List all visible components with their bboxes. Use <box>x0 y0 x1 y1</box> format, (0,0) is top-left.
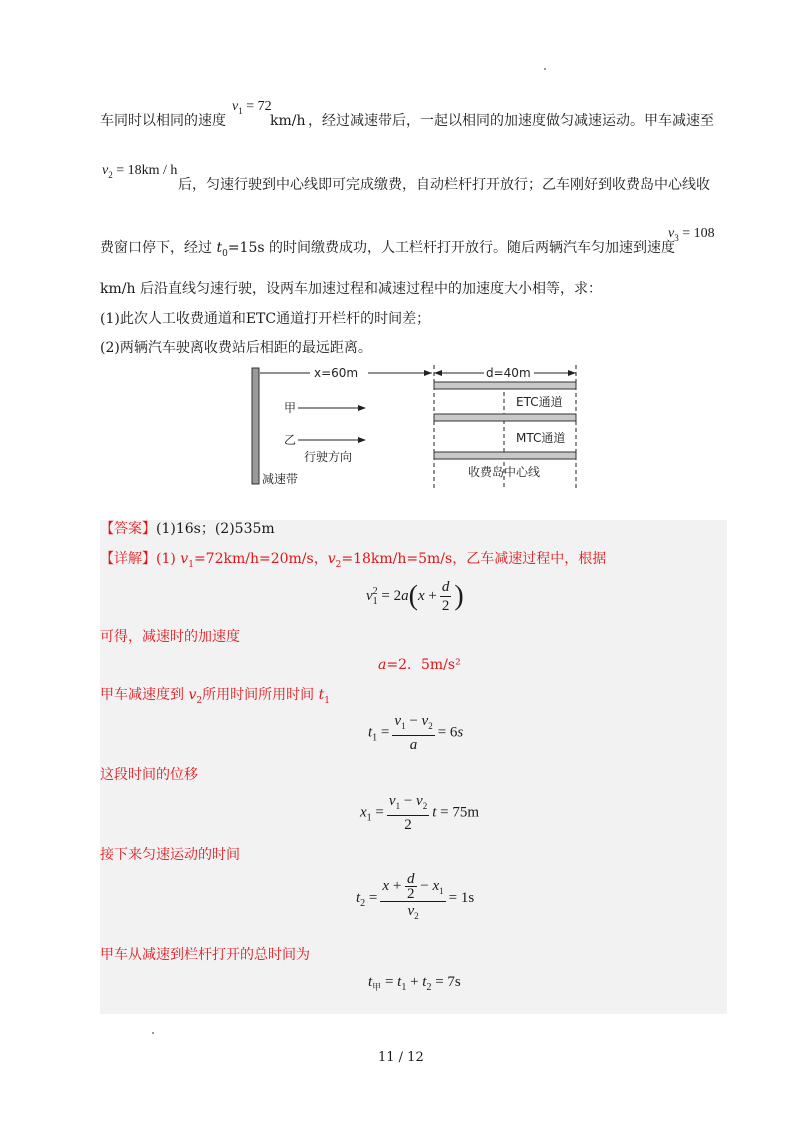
toll-station-diagram <box>248 362 588 492</box>
d-right-arrowhead-icon <box>568 370 576 376</box>
island-1 <box>434 382 576 389</box>
formula-6: $t_甲 = t_1 + t_2 = 7s$ <box>368 974 461 993</box>
speed-bump-label: 减速带 <box>262 472 299 486</box>
island-3 <box>434 452 576 459</box>
formula-1: $v_1^2 = 2a(x$ + $\frac{d}{2}$ ) <box>366 579 464 614</box>
corner-mark <box>544 68 546 70</box>
problem-text: 车同时以相同的速度 <box>100 113 226 129</box>
car-b-label: 乙 <box>284 433 297 447</box>
step-text-4: 接下来匀速运动的时间 <box>100 847 240 863</box>
x-label: x=60m <box>314 366 359 380</box>
x-arrowhead-icon <box>424 370 432 376</box>
problem-text: 费窗口停下，经过 $t_0=15s$ 的时间缴费成功，人工栏杆打开放行。随后两辆汽车匀加速到速度 <box>100 240 676 259</box>
answer-tag: 【答案】 <box>100 521 156 537</box>
answer-text: (1)16s；(2)535m <box>156 521 275 537</box>
car-b-arrowhead-icon <box>358 437 366 443</box>
corner-mark <box>152 1032 154 1034</box>
question-1: (1)此次人工收费通道和ETC通道打开栏杆的时间差； <box>100 311 431 327</box>
math-v3: $v_3 = 108$ <box>668 226 715 243</box>
step-text-2: 甲车减速度到 $v_2$所用时间所用时间 $t_1$ <box>100 687 330 706</box>
problem-text: 后，匀速行驶到中心线即可完成缴费，自动栏杆打开放行；乙车刚好到收费岛中心线收 <box>178 177 710 193</box>
etc-label: ETC通道 <box>516 395 563 409</box>
page-number: 11 / 12 <box>378 1050 424 1065</box>
mtc-label: MTC通道 <box>516 431 566 445</box>
island-2 <box>434 414 576 421</box>
math-v2: $v_2 = 18km / h$ <box>102 163 178 180</box>
problem-text: ，经过减速带后，一起以相同的加速度做匀减速运动。甲车减速至 <box>308 113 714 129</box>
direction-label: 行驶方向 <box>304 450 353 464</box>
step-text-3: 这段时间的位移 <box>100 767 198 783</box>
d-label: d=40m <box>486 366 531 380</box>
formula-5: $t_2$ = x + $\frac{d}{2}$ − $x_1$ $v_2$ = 1s <box>356 871 475 921</box>
formula-2: a=2．5m/s² <box>378 657 461 673</box>
car-a-label: 甲 <box>284 401 297 415</box>
detail-line: 【详解】(1) $v_1=72km/h=20m/s$，$v_2=18km/h=5m/s$，乙车减速过程中，根据 <box>100 551 607 570</box>
detail-tag: 【详解】 <box>100 551 156 567</box>
d-left-arrowhead-icon <box>434 370 442 376</box>
car-a-arrowhead-icon <box>358 405 366 411</box>
speed-bump-bar <box>252 368 259 484</box>
step-text-5: 甲车从减速到栏杆打开的总时间为 <box>100 947 310 963</box>
question-2: (2)两辆汽车驶离收费站后相距的最远距离。 <box>100 340 372 356</box>
center-line-label: 收费岛中心线 <box>468 465 541 479</box>
math-v1: $v_1 = 72$ <box>232 99 272 116</box>
problem-line-4: km/h 后沿直线匀速行驶，设两车加速过程和减速过程中的加速度大小相等，求： <box>100 281 602 297</box>
formula-3: $t_1$ = $\frac{v_1 - v_2}{a}$ = 6s <box>368 713 464 753</box>
answer-line <box>100 520 275 538</box>
unit-kmh: km/h <box>270 113 306 129</box>
formula-4: $x_1$ = $\frac{v_1 - v_2}{2}$ t = 75m <box>360 793 480 833</box>
step-text-1: 可得，减速时的加速度 <box>100 629 240 645</box>
